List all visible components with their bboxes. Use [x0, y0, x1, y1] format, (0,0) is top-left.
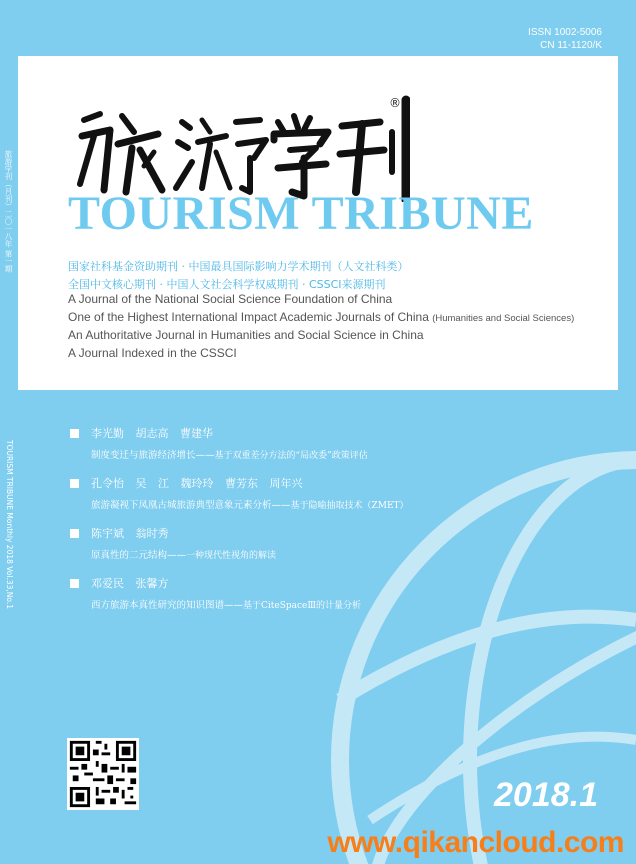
- issn-number: ISSN 1002-5006: [528, 27, 602, 38]
- toc-authors: 陈宇斌 翁时秀: [91, 527, 169, 540]
- spine-text-en: TOURISM TRIBUNE Monthly 2018 Vol.33,No.1: [5, 440, 14, 610]
- cn-number: CN 11-1120/K: [540, 40, 602, 51]
- toc-article-title: 旅游凝视下凤凰古城旅游典型意象元素分析——基于隐喻抽取技术（ZMET）: [91, 500, 409, 511]
- toc-authors: 孔令怡 吴 江 魏玲玲 曹芳东 周年兴: [91, 477, 303, 490]
- square-bullet-icon: [70, 479, 79, 488]
- issue-year: 2018.1: [494, 776, 598, 814]
- masthead-panel: [18, 56, 618, 390]
- issn-block: [528, 26, 602, 52]
- toc-authors: 邓爱民 张馨方: [91, 577, 169, 590]
- toc-authors: 李光勤 胡志高 曹建华: [91, 427, 213, 440]
- journal-title-en: TOURISM TRIBUNE: [68, 187, 534, 240]
- toc-entry[interactable]: [70, 474, 570, 524]
- spine-text-cn: 旅游学刊（月刊）二〇一八年 第一期: [4, 150, 13, 273]
- toc-entry[interactable]: [70, 574, 570, 624]
- table-of-contents: [70, 424, 570, 624]
- square-bullet-icon: [70, 579, 79, 588]
- subtitle-en-2: One of the Highest International Impact Academic Journals of China (Humanities and Social Sciences): [68, 310, 575, 324]
- qr-code-icon[interactable]: [67, 738, 139, 810]
- subtitle-cn-1: 国家社科基金资助期刊 · 中国最具国际影响力学术期刊（人文社科类）: [68, 260, 409, 273]
- registered-mark: ®: [389, 96, 401, 110]
- square-bullet-icon: [70, 529, 79, 538]
- toc-entry[interactable]: [70, 424, 570, 474]
- subtitle-en-1: A Journal of the National Social Science Foundation of China: [68, 292, 393, 306]
- square-bullet-icon: [70, 429, 79, 438]
- toc-article-title: 西方旅游本真性研究的知识图谱——基于CiteSpaceⅢ的计量分析: [91, 600, 362, 611]
- subtitle-en-3: An Authoritative Journal in Humanities and Social Science in China: [68, 328, 424, 342]
- toc-article-title: 原真性的二元结构——一种现代性视角的解读: [91, 550, 277, 561]
- toc-article-title: 制度变迁与旅游经济增长——基于双重差分方法的“局改委”政策评估: [91, 450, 368, 461]
- subtitle-en-4: A Journal Indexed in the CSSCI: [68, 346, 237, 360]
- subtitle-cn-2: 全国中文核心期刊 · 中国人文社会科学权威期刊 · CSSCI来源期刊: [68, 278, 386, 291]
- toc-entry[interactable]: [70, 524, 570, 574]
- watermark-url[interactable]: www.qikancloud.com: [327, 826, 624, 859]
